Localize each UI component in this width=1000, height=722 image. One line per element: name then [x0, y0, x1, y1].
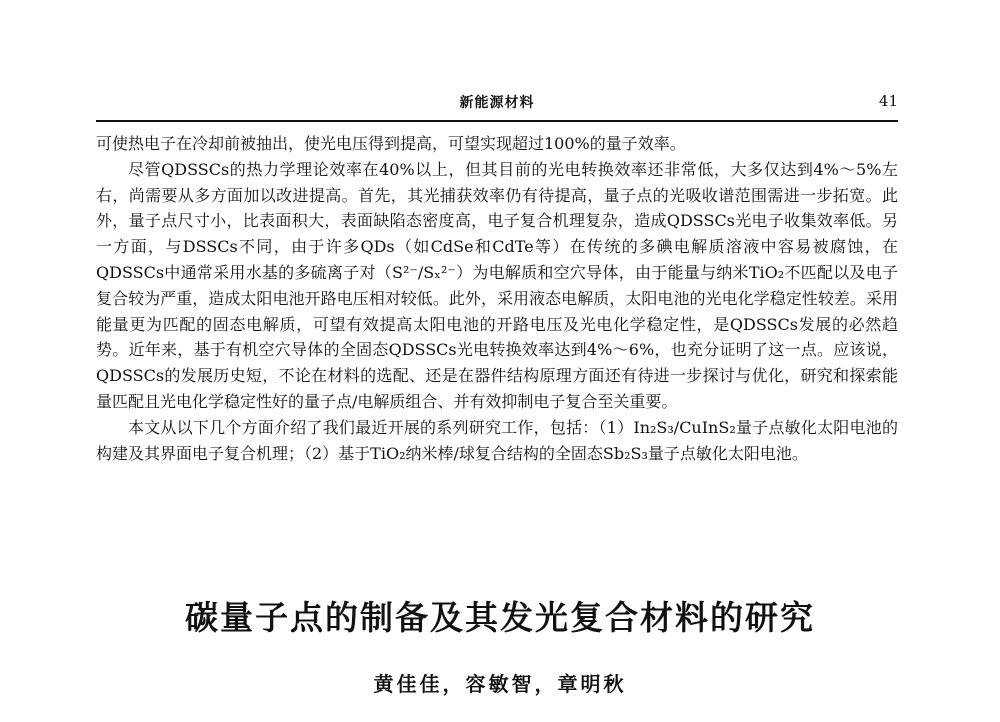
article-title: 碳量子点的制备及其发光复合材料的研究: [185, 598, 815, 637]
paragraph-work-summary: 本文从以下几个方面介绍了我们最近开展的系列研究工作，包括：（1）In₂S₃/CuInS₂量子点敏化太阳电池的构建及其界面电子复合机理；（2）基于TiO₂纳米棒/球复合结构的全固态Sb₂S₃量子点敏化太阳电池。: [96, 417, 898, 463]
paragraph-continuation: 可使热电子在冷却前被抽出，使光电压得到提高，可望实现超过100%的量子效率。: [96, 134, 686, 153]
running-title: 新能源材料: [459, 95, 535, 111]
page-number: 41: [878, 92, 898, 110]
paragraph-qdsscs-efficiency: 尽管QDSSCs的热力学理论效率在40%以上，但其目前的光电转换效率还非常低，大多仅达到4%～5%左右，尚需要从多方面加以改进提高。首先，其光捕获效率仍有待提高，量子点的光吸收谱范围需进一步拓宽。此外，量子点尺寸小，比表面积大，表面缺陷态密度高，电子复合机理复杂，造成QDSSCs光电子收集效率低。另一方面，与DSSCs不同，由于许多QDs（如CdSe和CdTe等）在传统的多碘电解质溶液中容易被腐蚀，在QDSSCs中通常采用水基的多硫离子对（S²⁻/Sₓ²⁻）为电解质和空穴导体，由于能量与纳米TiO₂不匹配以及电子复合较为严重，造成太阳电池开路电压相对较低。此外，采用液态电解质，太阳电池的光电化学稳定性较差。采用能量更为匹配的固态电解质，可望有效提高太阳电池的开路电压及光电化学稳定性，是QDSSCs发展的必然趋势。近年来，基于有机空穴导体的全固态QDSSCs光电转换效率达到4%～6%，也充分证明了这一点。应该说，QDSSCs的发展历史短，不论在材料的选配、还是在器件结构原理方面还有待进一步探讨与优化，研究和探索能量匹配且光电化学稳定性好的量子点/电解质组合、并有效抑制电子复合至关重要。: [96, 159, 898, 411]
article-authors: 黄佳佳，容敏智，章明秋: [373, 672, 627, 696]
running-head: [96, 92, 898, 118]
header-rule: [96, 120, 898, 122]
body-text: [96, 131, 898, 466]
